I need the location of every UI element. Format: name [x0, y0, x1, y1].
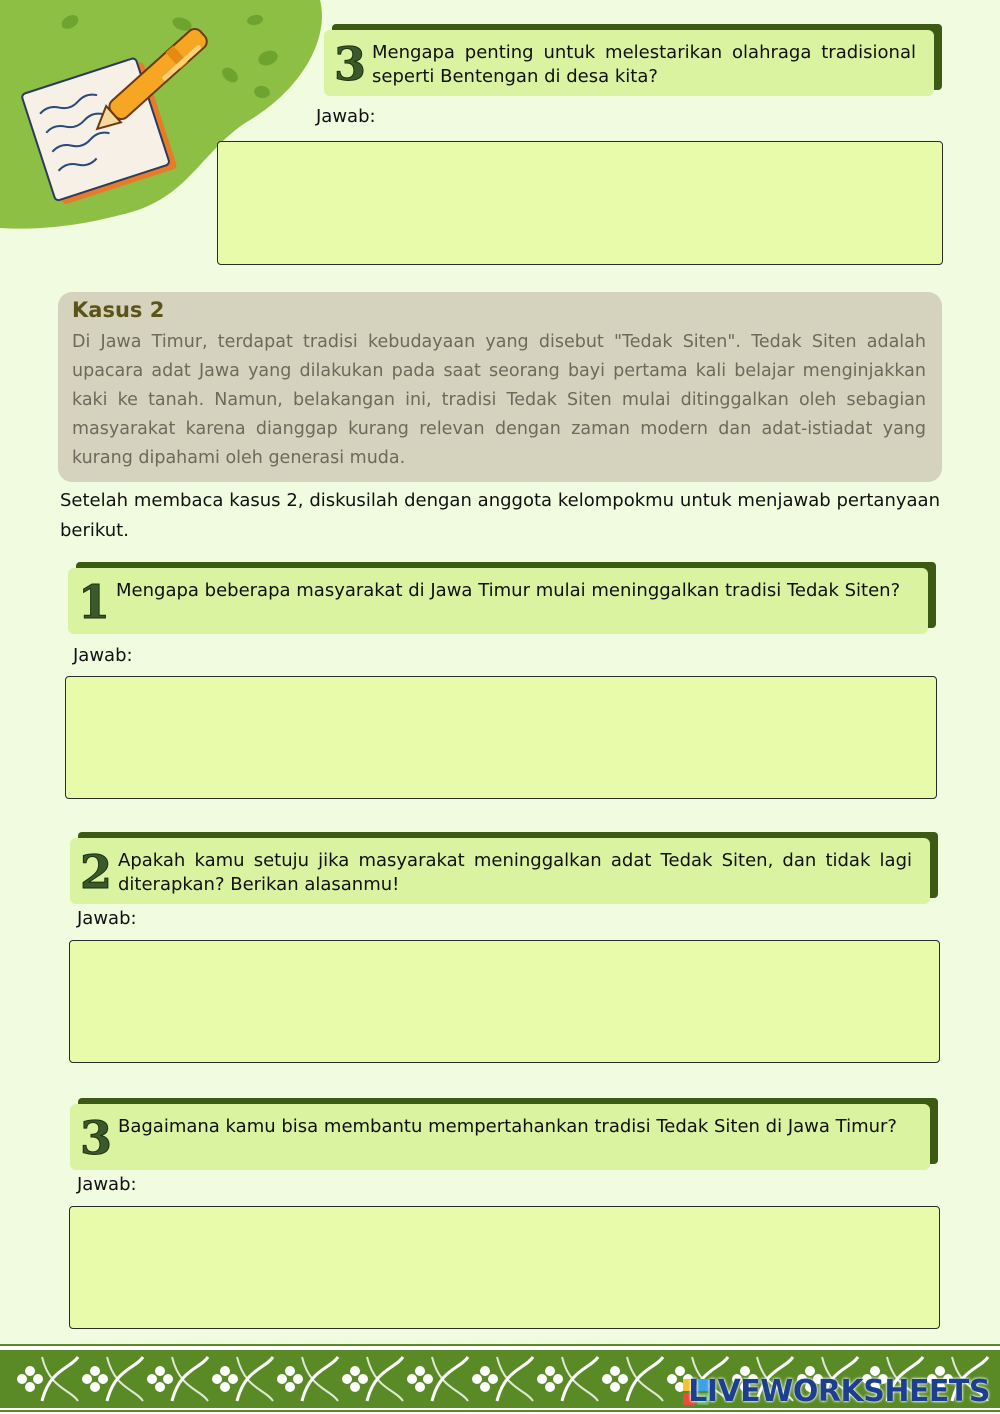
question-text: Bagaimana kamu bisa membantu mempertahankan tradisi Tedak Siten di Jawa Timur?: [118, 1116, 897, 1137]
answer-label: Jawab:: [316, 106, 376, 127]
answer-label: Jawab:: [77, 1174, 137, 1195]
question-text: Mengapa penting untuk melestarikan olahraga tradisional seperti Bentengan di desa kita?: [372, 42, 916, 87]
case-text: Di Jawa Timur, terdapat tradisi kebudayaan yang disebut "Tedak Siten". Tedak Siten adalah upacara adat Jawa yang dilakukan pada saat seorang bayi pertama kali belajar menginjakkan kaki ke tanah. Namun, belakangan ini, tradisi Tedak Siten mulai ditinggalkan oleh sebagian masyarakat karena dianggap kurang relevan dengan zaman modern dan adat-istiadat yang kurang dipahami oleh generasi muda.: [72, 332, 926, 468]
question-bar-top: [324, 30, 934, 96]
question-number: 3: [333, 37, 366, 91]
answer-box-top[interactable]: [217, 141, 943, 265]
question-number: 1: [77, 575, 110, 629]
answer-box-3[interactable]: [69, 1206, 940, 1329]
question-text: Apakah kamu setuju jika masyarakat meninggalkan adat Tedak Siten, dan tidak lagi diterapkan? Berikan alasanmu!: [118, 850, 912, 895]
answer-box-1[interactable]: [65, 676, 937, 799]
question-bar-1: [68, 568, 928, 634]
question-number: 2: [79, 845, 112, 899]
answer-box-2[interactable]: [69, 940, 940, 1063]
answer-label: Jawab:: [77, 908, 137, 929]
question-number: 3: [79, 1111, 112, 1165]
question-bar-2: [70, 838, 930, 904]
liveworksheets-watermark[interactable]: LIVEWORKSHEETS: [688, 1374, 990, 1409]
instruction-text: Setelah membaca kasus 2, diskusilah dengan anggota kelompokmu untuk menjawab pertanyaan berikut.: [60, 490, 940, 541]
case-box: [58, 292, 942, 482]
question-text: Mengapa beberapa masyarakat di Jawa Timur mulai meninggalkan tradisi Tedak Siten?: [116, 580, 901, 601]
question-bar-3: [70, 1104, 930, 1170]
answer-label: Jawab:: [73, 645, 133, 666]
case-title: Kasus 2: [72, 298, 165, 322]
